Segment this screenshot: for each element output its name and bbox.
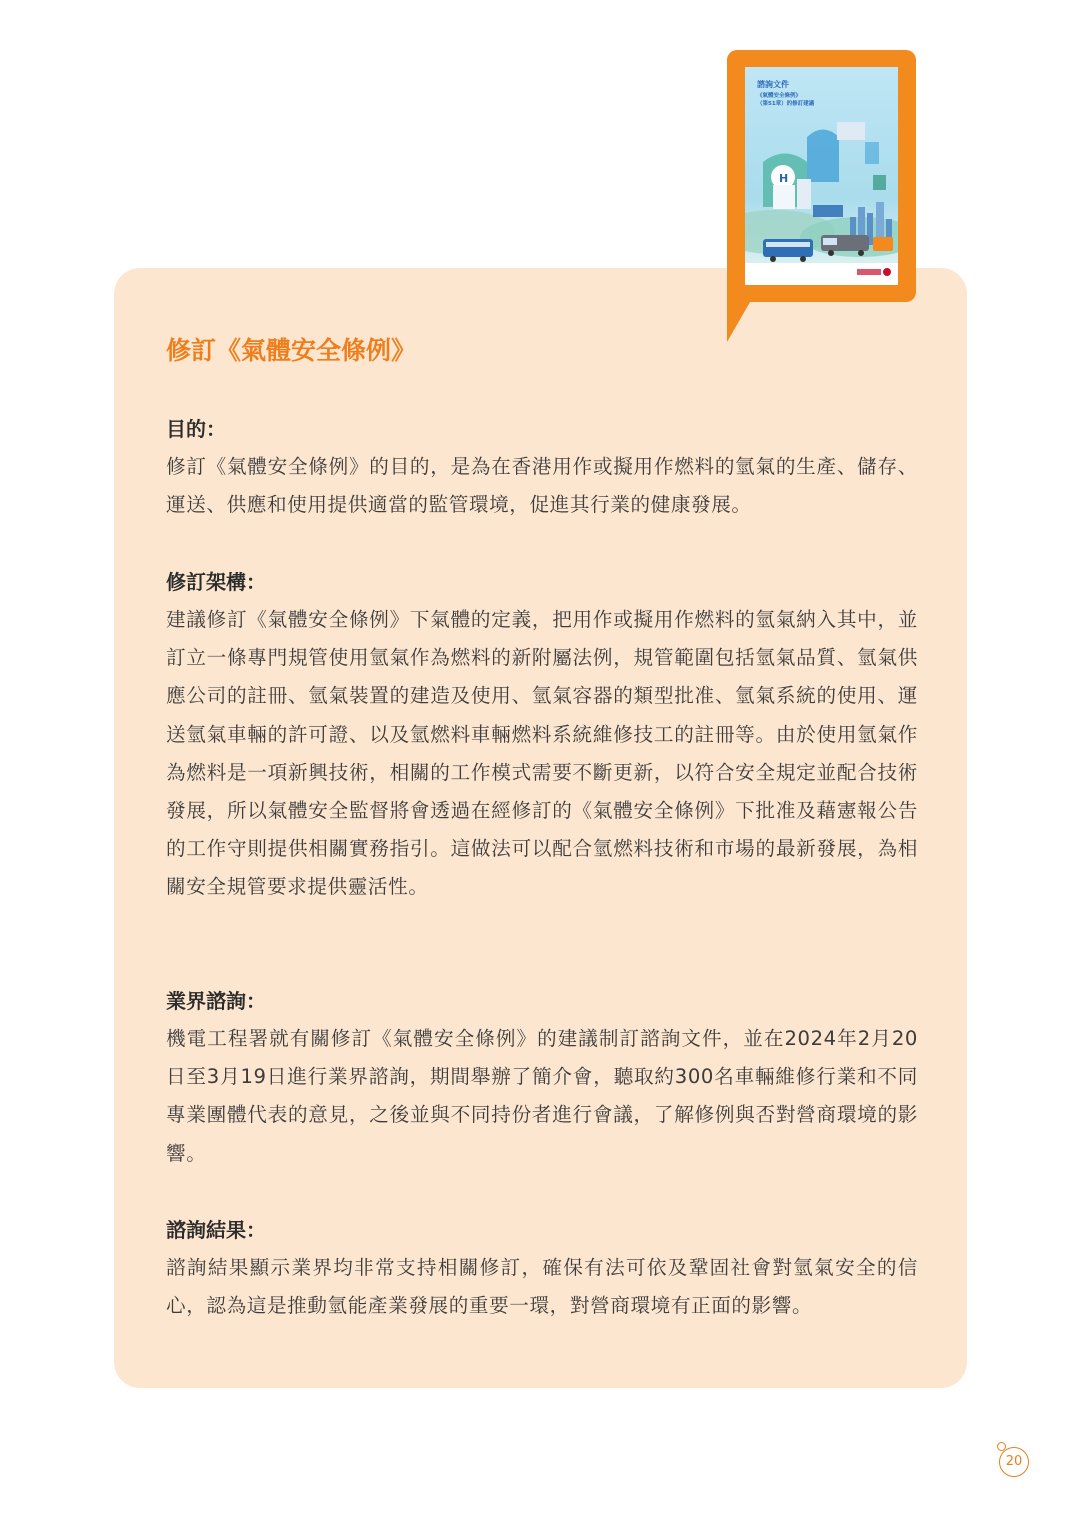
section-framework [166, 563, 926, 907]
section-purpose [166, 410, 926, 524]
svg-text:H: H [779, 172, 789, 185]
cover-subtitle-2: （第51章）的修訂建議 [757, 101, 815, 107]
section-heading: 業界諮詢： [166, 989, 266, 1013]
section-body: 建議修訂《氣體安全條例》下氣體的定義，把用作或擬用作燃料的氫氣納入其中，並訂立一條專門規管使用氫氣作為燃料的新附屬法例，規管範圍包括氫氣品質、氫氣供應公司的註冊、氫氣裝置的建造及使用、氫氣容器的類型批准、氫氣系統的使用、運送氫氣車輛的許可證、以及氫燃料車輛燃料系統維修技工的註冊等。由於使用氫氣作為燃料是一項新興技術，相關的工作模式需要不斷更新，以符合安全規定並配合技術發展，所以氣體安全監督將會透過在經修訂的《氣體安全條例》下批准及藉憲報公告的工作守則提供相關實務指引。這做法可以配合氫燃料技術和市場的最新發展，為相關安全規管要求提供靈活性。 [166, 608, 918, 899]
page-number: 20 [999, 1447, 1029, 1477]
section-consultation-results [166, 1211, 926, 1325]
section-heading: 修訂架構： [166, 570, 266, 594]
page-number-decoration [997, 1442, 1006, 1451]
cover-title: 諮詢文件 [757, 80, 789, 89]
consultation-document-cover [745, 67, 898, 285]
cover-illustration [745, 67, 898, 285]
section-heading: 目的： [166, 417, 226, 441]
section-body: 修訂《氣體安全條例》的目的，是為在香港用作或擬用作燃料的氫氣的生產、儲存、運送、供應和使用提供適當的監管環境，促進其行業的健康發展。 [166, 455, 918, 517]
speech-bubble-tail [727, 290, 757, 342]
page-title: 修訂《氣體安全條例》 [166, 336, 417, 365]
section-heading: 諮詢結果： [166, 1218, 266, 1242]
section-industry-consultation [166, 982, 926, 1173]
section-body: 機電工程署就有關修訂《氣體安全條例》的建議制訂諮詢文件，並在2024年2月20日至3月19日進行業界諮詢，期間舉辦了簡介會，聽取約300名車輛維修行業和不同專業團體代表的意見，之後並與不同持份者進行會議，了解修例與否對營商環境的影響。 [166, 1027, 918, 1165]
cover-subtitle: 《氣體安全條例》 [757, 93, 802, 99]
section-body: 諮詢結果顯示業界均非常支持相關修訂，確保有法可依及鞏固社會對氫氣安全的信心，認為這是推動氫能產業發展的重要一環，對營商環境有正面的影響。 [166, 1256, 918, 1318]
